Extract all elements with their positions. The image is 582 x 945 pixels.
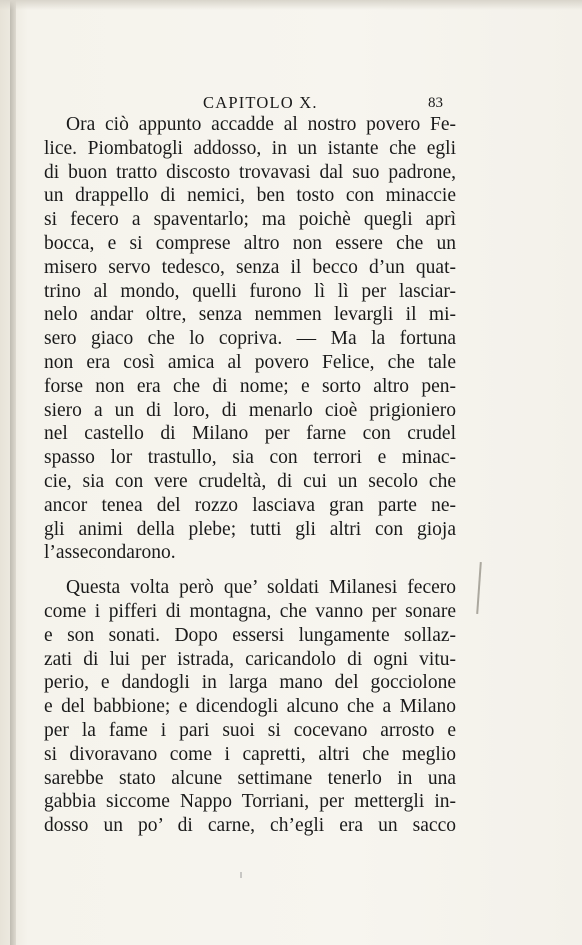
- text-line: Ora ciò appunto accadde al nostro povero Fe-: [66, 114, 456, 135]
- page-top-edge: [0, 0, 582, 10]
- text-line: spasso lor trastullo, sia con terrori e minac-: [44, 447, 456, 469]
- text-line: e del babbione; e dicendogli alcuno che a Milano: [44, 696, 456, 718]
- text-line: nel castello di Milano per farne con crudel: [44, 423, 456, 445]
- text-line: siero a un di loro, di menarlo cioè prigioniero: [44, 399, 456, 421]
- text-line: per la fame i pari suoi si cocevano arrosto e: [44, 719, 456, 741]
- paper-speck: [240, 872, 242, 878]
- text-line: l’assecondarono.: [44, 542, 176, 564]
- text-line: e son sonati. Dopo essersi lungamente sollaz-: [44, 624, 456, 646]
- text-line: cie, sia con vere crudeltà, di cui un secolo che: [44, 470, 456, 492]
- text-line: un drappello di nemici, ben tosto con minaccie: [44, 185, 456, 207]
- text-line: trino al mondo, quelli furono lì lì per lasciar-: [44, 280, 456, 302]
- text-line: nelo andar oltre, senza nemmen levargli il mi-: [44, 304, 456, 326]
- text-line: bocca, e si comprese altro non essere che un: [44, 232, 456, 254]
- margin-pencil-mark: [476, 562, 482, 614]
- text-line: si fecero a spaventarlo; ma poichè quegli aprì: [44, 209, 456, 231]
- running-title: CAPITOLO X.: [203, 93, 318, 112]
- body-text: [44, 113, 456, 838]
- text-line: sarebbe stato alcune settimane tenerlo in una: [44, 767, 456, 789]
- page-binding-edge: [10, 0, 16, 945]
- text-line: forse non era che di nome; e sorto altro pen-: [44, 375, 456, 397]
- text-line: non era così amica al povero Felice, che tale: [44, 351, 456, 373]
- text-line: misero servo tedesco, senza il becco d’un quat-: [44, 256, 456, 278]
- text-line: di buon tratto discosto trovavasi dal suo padrone,: [44, 161, 456, 183]
- text-line: gabbia siccome Nappo Torriani, per mettergli in-: [44, 791, 456, 813]
- text-line: come i pifferi di montagna, che vanno per sonare: [44, 600, 456, 622]
- text-line: lice. Piombatogli addosso, in un istante che egli: [44, 137, 456, 159]
- paragraph: [44, 113, 456, 565]
- text-line: zati di lui per istrada, caricandolo di ogni vitu-: [44, 648, 456, 670]
- text-line: si divoravano come i capretti, altri che meglio: [44, 743, 456, 765]
- text-line: gli animi della plebe; tutti gli altri con gioja: [44, 518, 456, 540]
- text-line: perio, e dandogli in larga mano del gocciolone: [44, 672, 456, 694]
- text-line: dosso un po’ di carne, ch’egli era un sacco: [44, 815, 456, 837]
- text-line: ancor tenea del rozzo lasciava gran parte ne-: [44, 494, 456, 516]
- text-line: sero giaco che lo copriva. — Ma la fortuna: [44, 328, 456, 350]
- text-line: Questa volta però que’ soldati Milanesi fecero: [66, 577, 456, 599]
- paragraph-gap: [44, 565, 456, 576]
- page-number: 83: [428, 95, 443, 111]
- paragraph: [44, 576, 456, 838]
